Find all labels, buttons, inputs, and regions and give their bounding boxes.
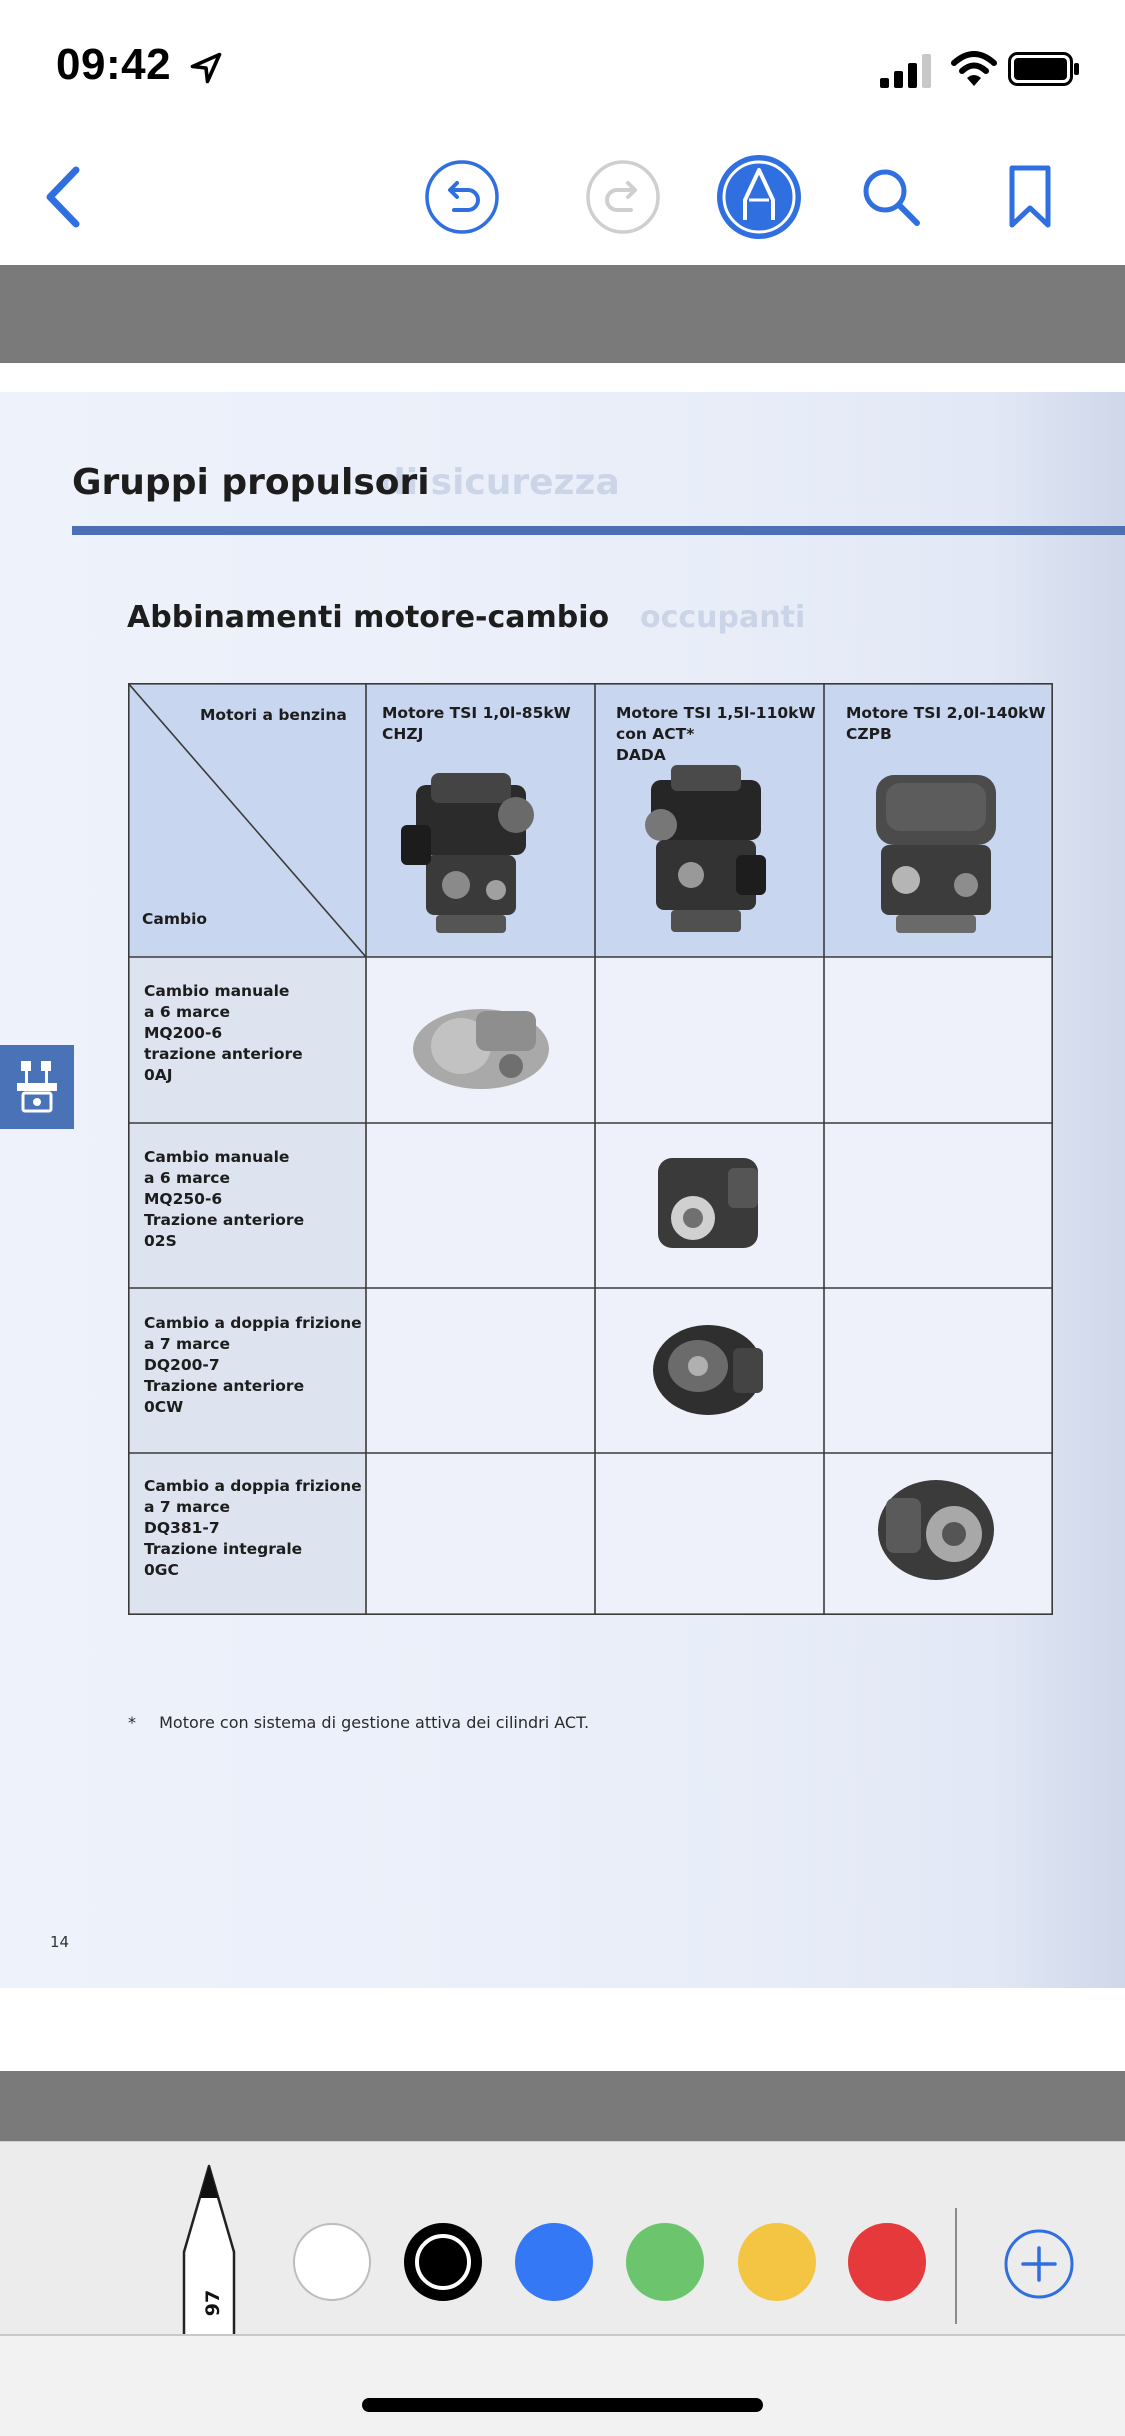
- location-arrow-icon: [188, 50, 224, 86]
- search-button[interactable]: [846, 152, 936, 242]
- bookmark-button[interactable]: [985, 152, 1075, 242]
- gearbox-image: [633, 1148, 783, 1268]
- selected-ring: [415, 2234, 471, 2290]
- corner-header-engines: Motori a benzina: [200, 706, 347, 724]
- markup-pen-icon: [716, 154, 802, 240]
- page-separator-bottom: [0, 2071, 1125, 2141]
- color-green-swatch[interactable]: [626, 2223, 704, 2301]
- footnote-text: Motore con sistema di gestione attiva dei cilindri ACT.: [159, 1713, 590, 1732]
- chevron-left-icon: [40, 162, 90, 232]
- color-white-swatch[interactable]: [293, 2223, 371, 2301]
- section-title: Abbinamenti motore-cambio: [127, 600, 610, 635]
- engine-image: [616, 765, 796, 945]
- back-button[interactable]: [20, 152, 110, 242]
- column-header: Motore TSI 2,0l-140kW CZPB: [846, 704, 1046, 743]
- show-through-section: occupanti: [640, 600, 806, 635]
- redo-icon: [585, 159, 661, 235]
- bookmark-icon: [1006, 164, 1054, 230]
- row-header: Cambio a doppia frizione a 7 marce DQ381-7 Trazione integrale 0GC: [144, 1477, 362, 1579]
- engine-image: [846, 765, 1026, 945]
- row-header: Cambio manuale a 6 marce MQ250-6 Trazione anteriore 02S: [144, 1148, 305, 1250]
- color-red-swatch[interactable]: [848, 2223, 926, 2301]
- home-indicator[interactable]: [362, 2398, 763, 2412]
- redo-button[interactable]: [578, 152, 668, 242]
- wifi-icon: [950, 50, 998, 88]
- corner-header-gearbox: Cambio: [142, 910, 208, 928]
- title-rule: [72, 526, 1125, 535]
- engine-piston-icon: [13, 1059, 61, 1115]
- color-yellow-swatch[interactable]: [738, 2223, 816, 2301]
- status-time: 09:42: [56, 40, 172, 89]
- footnote: [128, 1713, 589, 1732]
- column-header: Motore TSI 1,5l-110kW con ACT* DADA: [616, 704, 816, 764]
- gearbox-image: [866, 1468, 1006, 1593]
- battery-icon: [1008, 52, 1080, 86]
- gearbox-image: [406, 991, 556, 1101]
- page-number: 14: [50, 1933, 70, 1951]
- page-title: Gruppi propulsori: [72, 462, 430, 503]
- undo-button[interactable]: [417, 152, 507, 242]
- footnote-mark: *: [128, 1713, 136, 1732]
- add-tool-button[interactable]: [1003, 2228, 1075, 2300]
- row-header: Cambio manuale a 6 marce MQ200-6 trazione anteriore 0AJ: [144, 982, 303, 1084]
- home-area: [0, 2336, 1125, 2436]
- undo-icon: [424, 159, 500, 235]
- row-header: Cambio a doppia frizione a 7 marce DQ200-7 Trazione anteriore 0CW: [144, 1314, 362, 1416]
- search-icon: [859, 165, 923, 229]
- show-through-text: di sicurezza: [380, 462, 620, 503]
- engine-gearbox-table: [128, 683, 1053, 1615]
- chapter-tab: [0, 1045, 74, 1129]
- color-black-swatch[interactable]: [404, 2223, 482, 2301]
- palette-divider: [955, 2208, 957, 2324]
- markup-button[interactable]: [714, 152, 804, 242]
- pen-opacity-label: 97: [202, 2289, 224, 2317]
- gearbox-image: [638, 1308, 778, 1428]
- color-blue-swatch[interactable]: [515, 2223, 593, 2301]
- engine-image: [386, 765, 566, 945]
- page-separator: [0, 265, 1125, 363]
- column-header: Motore TSI 1,0l-85kW CHZJ: [382, 704, 571, 743]
- cellular-signal-icon: [880, 54, 934, 88]
